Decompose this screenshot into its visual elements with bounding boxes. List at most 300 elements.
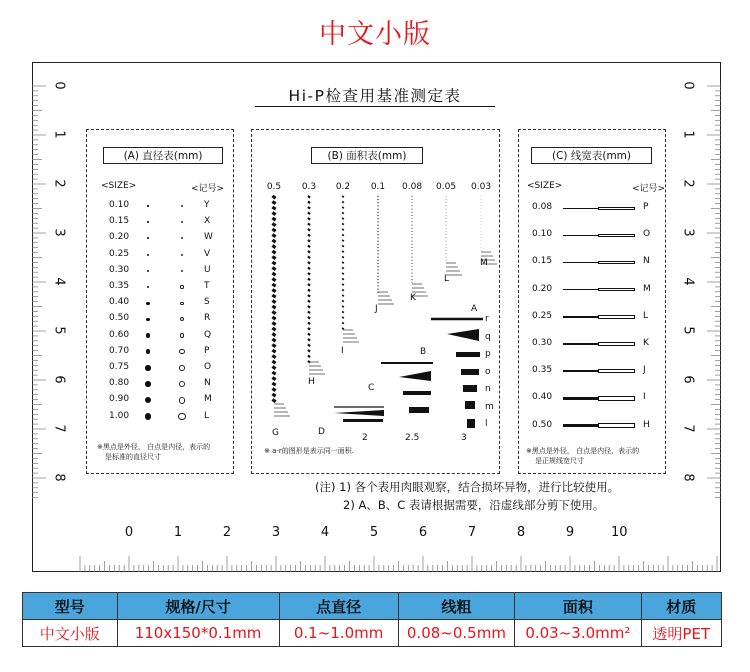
area-sample-mark	[378, 241, 379, 242]
area-column-letter: I	[341, 346, 344, 356]
area-sample-mark	[378, 247, 379, 248]
white-dot-icon	[179, 397, 186, 404]
area-sample-mark	[378, 257, 379, 258]
area-shape-b-wedge	[399, 371, 431, 381]
area-sample-mark	[272, 251, 275, 253]
area-sample-mark	[378, 218, 379, 219]
area-sample-mark	[308, 229, 310, 231]
area-column-letter: H	[308, 377, 315, 387]
area-sample-mark	[272, 257, 275, 259]
area-sample-mark	[272, 207, 275, 209]
line-width-outline-sample	[598, 261, 635, 264]
line-width-size-label: 0.50	[532, 419, 553, 430]
area-sample-mark	[272, 229, 275, 231]
area-sample-mark	[412, 266, 413, 267]
line-width-size-label: 0.08	[532, 202, 553, 212]
area-sample-mark	[308, 323, 310, 325]
panel-b-shapes	[272, 196, 497, 428]
area-sample-mark	[378, 202, 379, 203]
area-sample-mark	[378, 270, 379, 271]
area-column-label: 0.3	[301, 182, 317, 192]
area-shape-a-block	[463, 385, 477, 392]
spec-table-header-row	[23, 593, 722, 620]
area-bottom-label: 2.5	[405, 433, 420, 443]
area-column-letter: G	[272, 428, 279, 438]
area-shape-b-bar	[403, 391, 431, 395]
area-sample-mark	[272, 306, 275, 308]
diameter-size-label: 0.25	[109, 248, 130, 259]
line-width-size-label: 0.35	[532, 365, 553, 376]
diameter-mark-label: Y	[204, 200, 210, 210]
area-sample-mark	[378, 215, 379, 216]
area-sample-mark	[272, 323, 275, 325]
value-area: 0.03~3.0mm²	[515, 620, 641, 647]
usage-note-1: (注) 1) 各个表用肉眼观察，结合损坏异物，进行比较使用。	[315, 480, 620, 494]
white-dot-icon	[179, 365, 185, 371]
area-sample-mark	[378, 225, 379, 226]
diameter-size-label: 0.60	[109, 329, 130, 340]
area-shape-c-bar	[343, 419, 383, 422]
diameter-size-label: 1.00	[109, 410, 130, 421]
area-letter-a: A	[471, 304, 478, 314]
diameter-size-label: 0.75	[109, 362, 130, 372]
right-ruler-number: 6	[680, 375, 696, 384]
area-sample-mark	[412, 270, 413, 271]
area-sample-mark	[308, 328, 310, 330]
panel-c-note-2: 是正规线宽尺寸	[535, 457, 584, 465]
left-ruler-number: 2	[51, 179, 67, 188]
area-sample-mark	[378, 289, 379, 290]
line-width-outline-sample	[598, 315, 635, 319]
area-sample-mark	[308, 301, 310, 303]
area-column-letter: M	[480, 258, 488, 268]
area-sample-mark	[308, 356, 310, 358]
left-ruler-number: 0	[51, 81, 67, 90]
line-width-mark-label: J	[643, 365, 646, 376]
area-sample-mark	[272, 356, 275, 358]
area-sample-mark	[308, 273, 310, 275]
panel-a-header: (A) 直径表(mm)	[103, 147, 223, 164]
area-sample-mark	[272, 295, 275, 297]
bottom-ruler-number: 0	[124, 525, 134, 540]
line-width-mark-label: N	[643, 256, 650, 267]
area-sample-mark	[378, 238, 379, 239]
area-sample-mark	[272, 213, 275, 215]
area-row-letter: p	[485, 349, 491, 359]
usage-note-2: 2) A、B、C 表请根据需要，沿虚线部分剪下使用。	[343, 498, 605, 512]
area-sample-mark	[378, 206, 379, 207]
area-sample-mark	[308, 207, 310, 209]
area-sample-mark	[272, 383, 275, 385]
area-sample-mark	[412, 196, 413, 197]
area-letter-b: B	[420, 347, 427, 357]
diameter-mark-label: Q	[204, 329, 212, 340]
area-sample-mark	[308, 339, 310, 341]
line-width-size-label: 0.25	[532, 310, 553, 321]
white-dot-icon	[178, 413, 185, 420]
area-sample-mark	[272, 290, 275, 292]
area-sample-mark	[342, 213, 344, 214]
diameter-mark-label: M	[204, 394, 212, 405]
line-width-size-label: 0.20	[532, 283, 553, 294]
line-width-outline-sample	[598, 396, 635, 401]
area-sample-mark	[272, 224, 275, 226]
white-dot-icon	[181, 270, 183, 272]
area-sample-mark	[412, 218, 413, 219]
diameter-mark-label: L	[204, 410, 210, 421]
line-width-mark-label: H	[643, 419, 650, 430]
area-sample-mark	[412, 260, 413, 261]
area-sample-mark	[378, 231, 379, 232]
area-sample-mark	[272, 273, 275, 275]
spec-table	[22, 592, 722, 647]
area-sample-mark	[272, 372, 275, 374]
diameter-mark-label: U	[204, 264, 211, 275]
line-width-outline-sample	[598, 342, 635, 346]
area-sample-mark	[342, 240, 344, 241]
area-column-letter: J	[375, 304, 378, 314]
area-sample-mark	[342, 218, 344, 219]
bottom-ruler-number: 4	[320, 525, 330, 540]
area-sample-mark	[308, 306, 310, 308]
line-width-mark-label: K	[643, 338, 649, 348]
area-sample-mark	[308, 240, 310, 242]
area-column-letter: L	[444, 274, 450, 284]
area-sample-mark	[412, 282, 413, 283]
area-sample-mark	[308, 279, 310, 281]
left-ruler-number: 8	[51, 473, 67, 482]
white-dot-icon	[181, 254, 183, 256]
right-ruler-number: 8	[680, 473, 696, 482]
area-sample-mark	[342, 273, 344, 274]
area-sample-mark	[342, 317, 344, 318]
area-sample-mark	[378, 196, 379, 197]
area-sample-mark	[412, 273, 413, 274]
area-sample-mark	[378, 279, 379, 280]
area-sample-mark	[412, 244, 413, 245]
panel-a-mark-heading: <记号>	[191, 184, 225, 194]
panel-c-mark-heading: <记号>	[632, 184, 666, 194]
area-sample-mark	[378, 244, 379, 245]
header-material: 材质	[641, 593, 721, 620]
area-sample-mark	[412, 199, 413, 200]
panel-a-note-1: ※黑点是外径， 白点是内径，表示的	[97, 443, 211, 451]
area-sample-mark	[342, 196, 344, 197]
area-row-letter: q	[485, 331, 491, 342]
line-width-size-label: 0.10	[532, 229, 553, 240]
area-sample-mark	[378, 282, 379, 283]
area-row-letter: l	[485, 419, 488, 429]
panel-c-header: (C) 线宽表(mm)	[531, 147, 652, 164]
value-model: 中文小版	[23, 620, 118, 647]
diameter-mark-label: R	[204, 313, 211, 324]
area-sample-mark	[342, 235, 344, 236]
area-letter-c: C	[368, 383, 375, 393]
area-sample-mark	[272, 317, 275, 319]
area-shape-c-wedge	[334, 410, 384, 416]
value-size: 110x150*0.1mm	[117, 620, 279, 647]
area-sample-mark	[308, 224, 310, 226]
area-sample-mark	[272, 389, 275, 391]
area-sample-mark	[272, 262, 275, 264]
area-sample-mark	[308, 235, 310, 237]
area-sample-mark	[272, 202, 275, 204]
area-sample-mark	[412, 257, 413, 258]
diameter-mark-label: T	[204, 281, 210, 291]
right-ruler-number: 0	[680, 81, 696, 90]
area-sample-mark	[272, 312, 275, 314]
area-sample-mark	[378, 260, 379, 261]
panel-a-size-heading: <SIZE>	[101, 181, 137, 191]
black-dot-icon	[146, 302, 149, 305]
area-sample-mark	[272, 334, 275, 336]
area-sample-mark	[272, 400, 275, 402]
black-dot-icon	[145, 381, 151, 387]
header-size: 规格/尺寸	[117, 593, 279, 620]
area-sample-mark	[378, 273, 379, 274]
bottom-ruler-number: 9	[565, 525, 575, 540]
diameter-size-label: 0.10	[109, 200, 130, 210]
area-sample-mark	[342, 312, 344, 313]
area-sample-mark	[412, 241, 413, 242]
area-sample-mark	[412, 234, 413, 235]
value-material: 透明PET	[641, 620, 721, 647]
area-sample-mark	[412, 225, 413, 226]
area-sample-mark	[342, 301, 344, 302]
bottom-ruler-number: 10	[611, 525, 628, 540]
area-sample-mark	[412, 250, 413, 251]
black-dot-icon	[146, 318, 150, 322]
line-width-size-label: 0.30	[532, 338, 553, 348]
diameter-size-label: 0.20	[109, 232, 130, 243]
area-sample-mark	[272, 345, 275, 347]
area-sample-mark	[412, 238, 413, 239]
area-sample-mark	[308, 290, 310, 292]
area-sample-mark	[378, 199, 379, 200]
line-width-mark-label: M	[643, 283, 651, 294]
bottom-ruler-number: 3	[271, 525, 281, 540]
area-sample-mark	[308, 218, 310, 220]
area-column-label: 0.2	[335, 182, 351, 192]
black-dot-icon	[147, 205, 148, 206]
area-sample-mark	[378, 286, 379, 287]
area-sample-mark	[308, 213, 310, 215]
spec-table-value-row	[23, 620, 722, 647]
area-sample-mark	[342, 306, 344, 307]
area-sample-mark	[272, 394, 275, 396]
line-width-mark-label: L	[643, 310, 649, 321]
right-ruler-number: 7	[680, 424, 696, 433]
area-sample-mark	[412, 206, 413, 207]
area-shape-a-wedge	[447, 329, 479, 341]
area-sample-mark	[308, 345, 310, 347]
area-sample-mark	[272, 240, 275, 242]
area-column-label: 0.08	[402, 182, 423, 192]
area-column-label: 0.5	[266, 182, 282, 192]
area-sample-mark	[272, 350, 275, 352]
area-sample-mark	[308, 246, 310, 248]
area-sample-mark	[272, 339, 275, 341]
left-ruler-number: 7	[51, 424, 67, 433]
area-sample-mark	[378, 263, 379, 264]
area-sample-mark	[378, 234, 379, 235]
diameter-mark-label: P	[204, 345, 210, 356]
area-sample-mark	[308, 350, 310, 352]
area-sample-mark	[342, 257, 344, 258]
line-width-size-label: 0.15	[532, 256, 553, 267]
area-sample-mark	[308, 284, 310, 286]
area-sample-mark	[272, 361, 275, 363]
area-sample-mark	[378, 212, 379, 213]
diameter-mark-label: V	[204, 248, 211, 259]
area-row-letter: n	[485, 384, 491, 394]
area-row-letter: m	[485, 401, 494, 412]
area-sample-mark	[412, 215, 413, 216]
area-sample-mark	[342, 268, 344, 269]
line-width-outline-sample	[598, 207, 635, 210]
area-sample-mark	[378, 254, 379, 255]
area-sample-mark	[342, 202, 344, 203]
bottom-ruler-number: 7	[467, 525, 477, 540]
white-dot-icon	[181, 205, 183, 207]
area-row-letter: o	[485, 366, 491, 377]
diameter-size-label: 0.35	[109, 281, 130, 291]
area-column-label: 0.03	[471, 182, 492, 192]
area-sample-mark	[342, 224, 344, 225]
area-sample-mark	[308, 317, 310, 319]
area-sample-mark	[272, 367, 275, 369]
black-dot-icon	[147, 221, 149, 223]
panel-c-note-1: ※黑点是外径， 白点是内径，表示的	[526, 447, 640, 455]
left-ruler-number: 3	[51, 228, 67, 237]
area-sample-mark	[308, 251, 310, 253]
area-sample-mark	[412, 212, 413, 213]
bottom-ruler-number: 8	[516, 525, 526, 540]
area-sample-mark	[272, 268, 275, 270]
area-sample-mark	[308, 196, 310, 198]
right-ruler-number: 1	[680, 130, 696, 139]
area-sample-mark	[272, 196, 275, 198]
area-sample-mark	[412, 263, 413, 264]
area-sample-mark	[308, 312, 310, 314]
area-shape-a-block	[465, 401, 475, 409]
card-title: Hi-P检查用基准测定表	[288, 87, 462, 105]
area-sample-mark	[378, 209, 379, 210]
diameter-size-label: 0.90	[109, 394, 130, 405]
diameter-mark-label: W	[204, 232, 213, 243]
area-shape-b-block	[409, 407, 429, 413]
diameter-mark-label: N	[204, 378, 211, 389]
area-sample-mark	[412, 209, 413, 210]
area-sample-mark	[412, 228, 413, 229]
line-width-outline-sample	[598, 369, 635, 373]
white-dot-icon	[180, 302, 183, 305]
black-dot-icon	[146, 333, 150, 337]
diameter-size-label: 0.30	[109, 264, 130, 275]
area-sample-mark	[412, 231, 413, 232]
area-sample-mark	[378, 266, 379, 267]
area-sample-mark	[342, 279, 344, 280]
area-sample-mark	[342, 328, 344, 329]
area-column-label: 0.05	[436, 182, 457, 192]
line-width-outline-sample	[598, 234, 635, 237]
header-dot-diameter: 点直径	[279, 593, 398, 620]
area-letter-d: D	[318, 427, 325, 437]
diameter-size-label: 0.15	[109, 216, 130, 227]
line-width-size-label: 0.40	[532, 392, 553, 403]
area-sample-mark	[412, 222, 413, 223]
page-title: 中文小版	[319, 19, 431, 50]
area-sample-mark	[378, 250, 379, 251]
diameter-size-label: 0.50	[109, 313, 130, 324]
diameter-size-label: 0.70	[109, 345, 130, 356]
area-shape-a-block	[461, 369, 479, 375]
area-sample-mark	[412, 247, 413, 248]
panel-b-note: ※ a-r的图形是表示同一面积.	[264, 447, 355, 455]
area-shape-a-block	[467, 419, 475, 428]
value-dot-diameter: 0.1~1.0mm	[279, 620, 398, 647]
area-sample-mark	[342, 246, 344, 247]
diameter-mark-label: X	[204, 216, 211, 227]
header-area: 面积	[515, 593, 641, 620]
area-sample-mark	[272, 235, 275, 237]
diameter-mark-label: O	[204, 362, 212, 372]
area-sample-mark	[308, 268, 310, 270]
black-dot-icon	[147, 254, 149, 256]
area-bottom-label: 2	[362, 433, 368, 443]
area-sample-mark	[342, 207, 344, 208]
left-ruler-number: 5	[51, 326, 67, 335]
area-sample-mark	[272, 246, 275, 248]
area-sample-mark	[378, 228, 379, 229]
bottom-ruler-number: 6	[418, 525, 428, 540]
area-sample-mark	[308, 295, 310, 297]
area-sample-mark	[272, 378, 275, 380]
area-sample-mark	[342, 323, 344, 324]
right-ruler-number: 3	[680, 228, 696, 237]
value-line-width: 0.08~0.5mm	[398, 620, 514, 647]
area-sample-mark	[412, 202, 413, 203]
black-dot-icon	[145, 365, 150, 370]
area-sample-mark	[342, 295, 344, 296]
panel-b-header: (B) 面积表(mm)	[311, 147, 423, 164]
panel-a-note-2: 是标准的直径尺寸	[105, 453, 161, 461]
area-sample-mark	[308, 202, 310, 204]
area-sample-mark	[342, 290, 344, 291]
area-shape-a-bar	[456, 352, 480, 357]
area-sample-mark	[412, 254, 413, 255]
area-sample-mark	[378, 276, 379, 277]
panel-c-size-heading: <SIZE>	[527, 181, 563, 191]
area-column-label: 0.1	[370, 182, 386, 192]
diameter-mark-label: S	[204, 297, 210, 308]
line-width-mark-label: P	[643, 202, 649, 212]
area-sample-mark	[308, 262, 310, 264]
line-width-outline-sample	[598, 423, 635, 429]
area-sample-mark	[272, 279, 275, 281]
area-sample-mark	[272, 284, 275, 286]
area-sample-mark	[272, 301, 275, 303]
diameter-size-label: 0.40	[109, 297, 130, 308]
area-sample-mark	[412, 276, 413, 277]
line-width-mark-label: O	[643, 229, 651, 240]
left-ruler-number: 1	[51, 130, 67, 139]
area-sample-mark	[412, 279, 413, 280]
white-dot-icon	[180, 285, 183, 288]
line-width-outline-sample	[598, 288, 635, 291]
area-sample-mark	[272, 328, 275, 330]
area-sample-mark	[378, 222, 379, 223]
